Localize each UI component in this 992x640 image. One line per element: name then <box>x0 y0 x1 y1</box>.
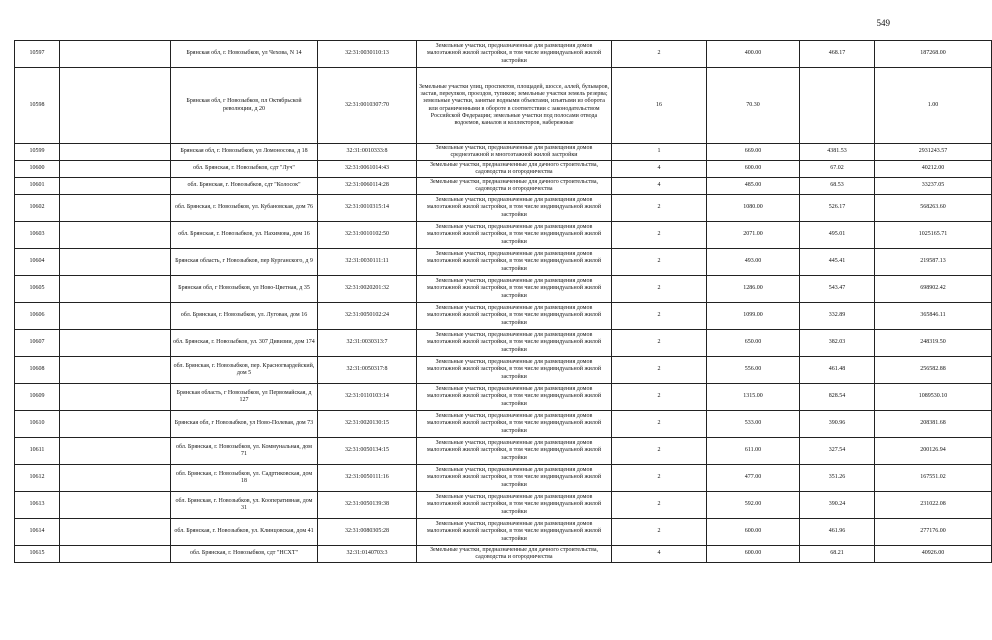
cell-empty <box>60 68 171 144</box>
cell-use-group: 2 <box>612 249 707 276</box>
cell-record-id: 10606 <box>15 303 60 330</box>
cell-use-group: 2 <box>612 276 707 303</box>
cell-address: Брянская обл, г. Новозыбков, ул Чехова, N 14 <box>171 41 318 68</box>
cell-specific-value: 4381.53 <box>800 144 875 161</box>
cell-land-use: Земельные участки, предназначенные для размещения домов малоэтажной жилой застройки, в том числе индивидуальной жилой застройки <box>417 411 612 438</box>
table-row <box>15 465 992 492</box>
cell-empty <box>60 222 171 249</box>
cell-specific-value: 526.17 <box>800 195 875 222</box>
cell-specific-value: 67.02 <box>800 161 875 178</box>
cell-record-id: 10611 <box>15 438 60 465</box>
cell-empty <box>60 384 171 411</box>
cell-land-use: Земельные участки, предназначенные для размещения домов малоэтажной жилой застройки, в том числе индивидуальной жилой застройки <box>417 438 612 465</box>
table-row <box>15 144 992 161</box>
cell-land-use: Земельные участки, предназначенные для размещения домов малоэтажной жилой застройки, в том числе индивидуальной жилой застройки <box>417 41 612 68</box>
cell-cadastral-number: 32:31:0020201:32 <box>318 276 417 303</box>
cell-record-id: 10610 <box>15 411 60 438</box>
cell-land-use: Земельные участки, предназначенные для дачного строительства, садоводства и огородничества <box>417 546 612 563</box>
cell-empty <box>60 178 171 195</box>
cell-use-group: 2 <box>612 357 707 384</box>
cell-land-use: Земельные участки, предназначенные для размещения домов малоэтажной жилой застройки, в том числе индивидуальной жилой застройки <box>417 303 612 330</box>
cell-land-use: Земельные участки, предназначенные для размещения домов малоэтажной жилой застройки, в том числе индивидуальной жилой застройки <box>417 492 612 519</box>
cell-area: 600.00 <box>707 519 800 546</box>
cell-empty <box>60 357 171 384</box>
cell-cadastral-value: 187268.00 <box>875 41 992 68</box>
table-row <box>15 330 992 357</box>
table-row <box>15 411 992 438</box>
cell-cadastral-number: 32:31:0050134:15 <box>318 438 417 465</box>
cell-record-id: 10601 <box>15 178 60 195</box>
cell-area: 1099.00 <box>707 303 800 330</box>
cell-empty <box>60 411 171 438</box>
cell-specific-value: 327.54 <box>800 438 875 465</box>
cell-specific-value: 390.24 <box>800 492 875 519</box>
cell-address: обл. Брянская, г. Новозыбков, сдт "НСХТ" <box>171 546 318 563</box>
cell-record-id: 10609 <box>15 384 60 411</box>
cell-record-id: 10599 <box>15 144 60 161</box>
cell-area: 70.30 <box>707 68 800 144</box>
cell-empty <box>60 276 171 303</box>
cell-use-group: 2 <box>612 438 707 465</box>
cell-cadastral-number: 32:31:0030110:13 <box>318 41 417 68</box>
table-row <box>15 249 992 276</box>
cell-address: обл. Брянская, г. Новозыбков, ул. Коммунальная, дом 71 <box>171 438 318 465</box>
cell-record-id: 10615 <box>15 546 60 563</box>
cell-cadastral-number: 32:31:0010102:50 <box>318 222 417 249</box>
cell-land-use: Земельные участки, предназначенные для размещения домов малоэтажной жилой застройки, в том числе индивидуальной жилой застройки <box>417 519 612 546</box>
cell-specific-value: 461.96 <box>800 519 875 546</box>
cell-use-group: 1 <box>612 144 707 161</box>
cell-cadastral-number: 32:31:0010307:70 <box>318 68 417 144</box>
cell-record-id: 10597 <box>15 41 60 68</box>
cell-land-use: Земельные участки, предназначенные для размещения домов малоэтажной жилой застройки, в том числе индивидуальной жилой застройки <box>417 357 612 384</box>
cell-address: Брянская обл, г Новозыбков, ул Ново-Полевая, дом 73 <box>171 411 318 438</box>
table-row <box>15 161 992 178</box>
cell-specific-value: 543.47 <box>800 276 875 303</box>
cell-empty <box>60 41 171 68</box>
cell-use-group: 2 <box>612 41 707 68</box>
cell-use-group: 16 <box>612 68 707 144</box>
cell-land-use: Земельные участки, предназначенные для размещения домов малоэтажной жилой застройки, в том числе индивидуальной жилой застройки <box>417 465 612 492</box>
cell-address: обл. Брянская, г. Новозыбков, сдт "Луч" <box>171 161 318 178</box>
cell-land-use: Земельные участки, предназначенные для размещения домов малоэтажной жилой застройки, в том числе индивидуальной жилой застройки <box>417 276 612 303</box>
cell-cadastral-value: 40926.00 <box>875 546 992 563</box>
cell-cadastral-value: 200126.94 <box>875 438 992 465</box>
cell-use-group: 4 <box>612 178 707 195</box>
table-row <box>15 276 992 303</box>
cell-specific-value: 332.89 <box>800 303 875 330</box>
cell-address: Брянская обл, г Новозыбков, ул Ново-Цветная, д 35 <box>171 276 318 303</box>
cell-record-id: 10613 <box>15 492 60 519</box>
cell-address: обл. Брянская, г. Новозыбков, пер. Красногвардейский, дом 5 <box>171 357 318 384</box>
cell-land-use: Земельные участки, предназначенные для размещения домов среднеэтажной и многоэтажной жилой застройки <box>417 144 612 161</box>
cell-cadastral-number: 32:31:0060114:28 <box>318 178 417 195</box>
cell-record-id: 10602 <box>15 195 60 222</box>
table-row <box>15 519 992 546</box>
cell-use-group: 2 <box>612 222 707 249</box>
cell-address: Брянская область, г Новозыбков, пер Курганского, д 9 <box>171 249 318 276</box>
cell-empty <box>60 144 171 161</box>
cell-empty <box>60 546 171 563</box>
cell-record-id: 10598 <box>15 68 60 144</box>
cell-area: 669.00 <box>707 144 800 161</box>
table-row <box>15 384 992 411</box>
cell-area: 592.00 <box>707 492 800 519</box>
cell-use-group: 2 <box>612 195 707 222</box>
cell-area: 611.00 <box>707 438 800 465</box>
cell-cadastral-value: 277176.00 <box>875 519 992 546</box>
cell-address: обл. Брянская, г. Новозыбков, сдт "Колосок" <box>171 178 318 195</box>
table-row <box>15 357 992 384</box>
cell-area: 1315.00 <box>707 384 800 411</box>
cell-use-group: 2 <box>612 492 707 519</box>
cell-use-group: 2 <box>612 303 707 330</box>
cell-area: 493.00 <box>707 249 800 276</box>
cell-cadastral-number: 32:31:0010315:14 <box>318 195 417 222</box>
cell-cadastral-number: 32:31:0050317:8 <box>318 357 417 384</box>
cell-specific-value: 468.17 <box>800 41 875 68</box>
cell-use-group: 4 <box>612 161 707 178</box>
cell-area: 1080.00 <box>707 195 800 222</box>
table-row <box>15 68 992 144</box>
cell-use-group: 2 <box>612 384 707 411</box>
cell-specific-value: 68.21 <box>800 546 875 563</box>
cell-cadastral-value: 698902.42 <box>875 276 992 303</box>
cell-use-group: 2 <box>612 330 707 357</box>
cell-cadastral-value: 256582.88 <box>875 357 992 384</box>
cell-cadastral-value: 33237.05 <box>875 178 992 195</box>
table-row <box>15 222 992 249</box>
cell-cadastral-value: 248319.50 <box>875 330 992 357</box>
cell-cadastral-value: 231022.08 <box>875 492 992 519</box>
cell-record-id: 10607 <box>15 330 60 357</box>
cell-specific-value <box>800 68 875 144</box>
cell-address: обл. Брянская, г. Новозыбков, ул. Кубановская, дом 76 <box>171 195 318 222</box>
cell-specific-value: 828.54 <box>800 384 875 411</box>
page-number: 549 <box>876 18 890 28</box>
cell-use-group: 4 <box>612 546 707 563</box>
cell-land-use: Земельные участки, предназначенные для размещения домов малоэтажной жилой застройки, в том числе индивидуальной жилой застройки <box>417 195 612 222</box>
cell-empty <box>60 492 171 519</box>
cell-land-use: Земельные участки, предназначенные для дачного строительства, садоводства и огородничества <box>417 178 612 195</box>
cell-cadastral-value: 1.00 <box>875 68 992 144</box>
cell-empty <box>60 330 171 357</box>
cell-area: 2071.00 <box>707 222 800 249</box>
cell-address: обл. Брянская, г. Новозыбков, ул. Кооперативная, дом 31 <box>171 492 318 519</box>
cell-cadastral-number: 32:31:0030111:11 <box>318 249 417 276</box>
cell-area: 600.00 <box>707 546 800 563</box>
cell-empty <box>60 161 171 178</box>
cell-specific-value: 495.01 <box>800 222 875 249</box>
cell-cadastral-number: 32:31:0010333:8 <box>318 144 417 161</box>
cell-record-id: 10600 <box>15 161 60 178</box>
cell-area: 650.00 <box>707 330 800 357</box>
cell-empty <box>60 303 171 330</box>
cell-cadastral-number: 32:31:0030313:7 <box>318 330 417 357</box>
cell-address: обл. Брянская, г. Новозыбков, ул. Садртиковская, дом 18 <box>171 465 318 492</box>
table-row <box>15 492 992 519</box>
cell-specific-value: 445.41 <box>800 249 875 276</box>
cell-land-use: Земельные участки, предназначенные для размещения домов малоэтажной жилой застройки, в том числе индивидуальной жилой застройки <box>417 249 612 276</box>
cell-cadastral-number: 32:31:0080305:28 <box>318 519 417 546</box>
cell-address: обл. Брянская, г. Новозыбков, ул. Луговая, дом 16 <box>171 303 318 330</box>
cell-empty <box>60 465 171 492</box>
cell-empty <box>60 519 171 546</box>
cell-specific-value: 382.03 <box>800 330 875 357</box>
cell-land-use: Земельные участки, предназначенные для размещения домов малоэтажной жилой застройки, в том числе индивидуальной жилой застройки <box>417 330 612 357</box>
cell-cadastral-value: 568263.60 <box>875 195 992 222</box>
cell-area: 400.00 <box>707 41 800 68</box>
cell-cadastral-value: 2931243.57 <box>875 144 992 161</box>
cell-record-id: 10614 <box>15 519 60 546</box>
cell-cadastral-number: 32:31:0061014:43 <box>318 161 417 178</box>
table-row <box>15 546 992 563</box>
cell-cadastral-value: 219587.13 <box>875 249 992 276</box>
cell-land-use: Земельные участки, предназначенные для размещения домов малоэтажной жилой застройки, в том числе индивидуальной жилой застройки <box>417 222 612 249</box>
cell-land-use: Земельные участки, предназначенные для размещения домов малоэтажной жилой застройки, в том числе индивидуальной жилой застройки <box>417 384 612 411</box>
table-row <box>15 178 992 195</box>
cell-land-use: Земельные участки, предназначенные для дачного строительства, садоводства и огородничества <box>417 161 612 178</box>
table-row <box>15 438 992 465</box>
land-registry-table <box>14 40 992 563</box>
cell-record-id: 10608 <box>15 357 60 384</box>
cell-cadastral-value: 1089530.10 <box>875 384 992 411</box>
cell-cadastral-number: 32:31:0140703:3 <box>318 546 417 563</box>
cell-area: 477.00 <box>707 465 800 492</box>
cell-use-group: 2 <box>612 411 707 438</box>
cell-address: Брянская обл, г Новозыбков, пл Октябрьской революции, д 20 <box>171 68 318 144</box>
cell-specific-value: 68.53 <box>800 178 875 195</box>
cell-cadastral-number: 32:31:0020130:15 <box>318 411 417 438</box>
cell-cadastral-value: 1025165.71 <box>875 222 992 249</box>
cell-cadastral-number: 32:31:0110103:14 <box>318 384 417 411</box>
cell-use-group: 2 <box>612 465 707 492</box>
table-row <box>15 195 992 222</box>
cell-use-group: 2 <box>612 519 707 546</box>
cell-address: обл. Брянская, г. Новозыбков, ул. 307 Дивизии, дом 174 <box>171 330 318 357</box>
cell-cadastral-value: 167551.02 <box>875 465 992 492</box>
cell-area: 1286.00 <box>707 276 800 303</box>
cell-area: 533.00 <box>707 411 800 438</box>
cell-land-use: Земельные участки улиц, проспектов, площадей, шоссе, аллей, бульваров, застав, переулков, проездов, тупиков; земельные участки земель резерва; земельные участки, занятые водными объектами, изъятыми из оборота или ограниченными в обороте в соответствии с законодательством Российской Федерации; земельные участки под полосами отвода водоемов, каналов и коллекторов, набережные <box>417 68 612 144</box>
cell-area: 556.00 <box>707 357 800 384</box>
cell-empty <box>60 249 171 276</box>
cell-record-id: 10612 <box>15 465 60 492</box>
cell-specific-value: 461.48 <box>800 357 875 384</box>
cell-empty <box>60 195 171 222</box>
cell-specific-value: 390.96 <box>800 411 875 438</box>
cell-empty <box>60 438 171 465</box>
cell-record-id: 10604 <box>15 249 60 276</box>
cell-cadastral-number: 32:31:0050102:24 <box>318 303 417 330</box>
cell-cadastral-value: 40212.00 <box>875 161 992 178</box>
table-row <box>15 41 992 68</box>
table-row <box>15 303 992 330</box>
cell-record-id: 10605 <box>15 276 60 303</box>
cell-address: обл. Брянская, г. Новозыбков, ул. Нахимова, дом 16 <box>171 222 318 249</box>
cell-cadastral-value: 208381.68 <box>875 411 992 438</box>
cell-cadastral-value: 365846.11 <box>875 303 992 330</box>
cell-specific-value: 351.26 <box>800 465 875 492</box>
cell-record-id: 10603 <box>15 222 60 249</box>
cell-area: 485.00 <box>707 178 800 195</box>
cell-address: Брянская область, г Новозыбков, ул Первомайская, д 127 <box>171 384 318 411</box>
cell-area: 600.00 <box>707 161 800 178</box>
cell-address: Брянская обл, г. Новозыбков, ул Ломоносова, д 18 <box>171 144 318 161</box>
cell-cadastral-number: 32:31:0050139:38 <box>318 492 417 519</box>
cell-address: обл. Брянская, г. Новозыбков, ул. Клинцовская, дом 41 <box>171 519 318 546</box>
registry-body <box>15 41 992 563</box>
cell-cadastral-number: 32:31:0050111:16 <box>318 465 417 492</box>
